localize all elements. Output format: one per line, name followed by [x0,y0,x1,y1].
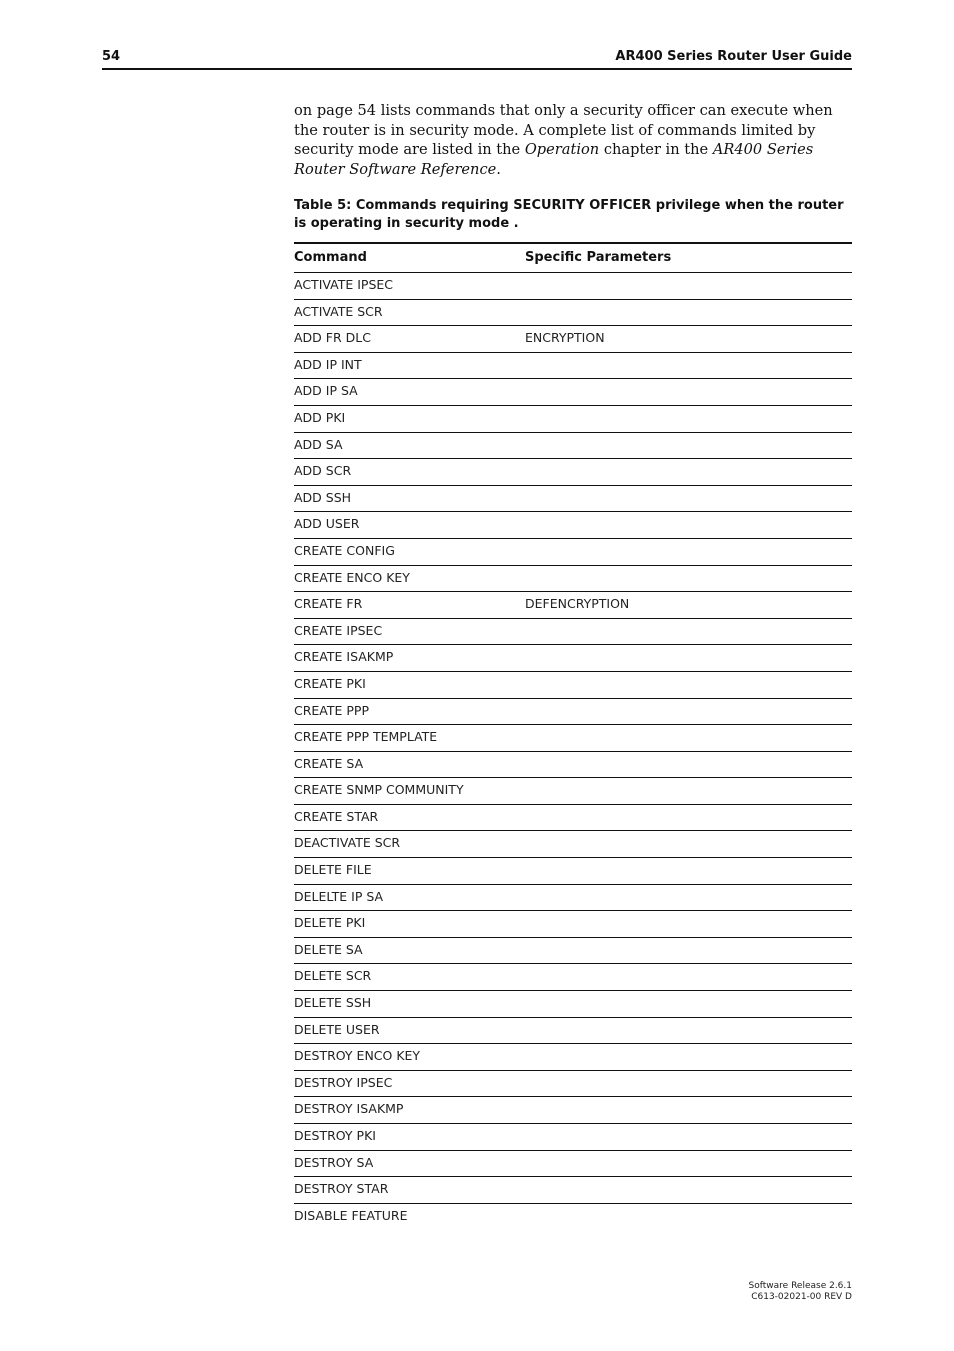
table-row [294,486,852,513]
command-cell: DELETE SA [294,941,363,957]
table-row [294,300,852,327]
table-row [294,1071,852,1098]
command-cell: CREATE CONFIG [294,542,395,558]
table-row [294,885,852,912]
table-row [294,752,852,779]
table-row [294,699,852,726]
table-row [294,1097,852,1124]
table-row [294,592,852,619]
commands-table [294,242,852,1229]
intro-text-1: on page 54 lists commands that only a security officer can execute when the router is in security mode. A complete list of commands limited by security mode are listed in the [294,102,833,158]
parameter-cell: ENCRYPTION [525,330,605,346]
command-cell: DELETE PKI [294,915,366,931]
command-cell: ACTIVATE SCR [294,303,383,319]
command-cell: ADD SCR [294,463,352,479]
software-release: Software Release 2.6.1 [748,1281,852,1291]
table-row [294,858,852,885]
command-cell: CREATE ENCO KEY [294,569,410,585]
command-cell: DELELTE IP SA [294,888,384,904]
command-cell: CREATE SA [294,755,364,771]
page-footer [749,1281,852,1303]
table-row [294,672,852,699]
guide-title: AR400 Series Router User Guide [615,49,852,64]
command-cell: DESTROY PKI [294,1128,376,1143]
table-row [294,805,852,832]
table-row [294,778,852,805]
command-cell: DELETE SCR [294,968,372,984]
table-row [294,911,852,938]
table-row [294,1151,852,1178]
command-cell: DESTROY SA [294,1154,374,1170]
command-cell: CREATE IPSEC [294,622,383,638]
table-row [294,459,852,486]
command-cell: ACTIVATE IPSEC [294,277,394,292]
table-row [294,1018,852,1045]
command-cell: CREATE FR [294,596,363,612]
column-header-command: Command [294,250,367,265]
table-row [294,512,852,539]
command-cell: DESTROY IPSEC [294,1074,393,1090]
command-cell: DELETE SSH [294,995,372,1011]
table-row [294,273,852,300]
table-row [294,964,852,991]
command-cell: DESTROY ENCO KEY [294,1048,421,1064]
command-cell: DELETE USER [294,1021,380,1037]
column-header-parameters: Specific Parameters [525,250,672,265]
table-row [294,938,852,965]
table-row [294,1044,852,1071]
table-row [294,831,852,858]
table-row [294,566,852,593]
parameter-cell: DEFENCRYPTION [525,596,630,612]
command-cell: ADD USER [294,516,360,532]
command-cell: ADD SSH [294,489,352,505]
page-number: 54 [102,49,121,64]
command-cell: CREATE ISAKMP [294,649,394,665]
table-row [294,1204,852,1230]
command-cell: DELETE FILE [294,862,372,878]
table-row [294,406,852,433]
table-row [294,326,852,353]
command-cell: CREATE PPP TEMPLATE [294,729,438,745]
command-cell: CREATE SNMP COMMUNITY [294,782,464,798]
command-cell: ADD PKI [294,409,346,425]
intro-emphasis-operation: Operation [524,141,600,158]
document-code: C613-02021-00 REV D [751,1292,852,1302]
intro-text-2: chapter in the [599,141,713,158]
table-row [294,353,852,380]
command-cell: DISABLE FEATURE [294,1207,408,1223]
table-row [294,1177,852,1204]
command-cell: ADD IP SA [294,383,358,399]
command-cell: DESTROY ISAKMP [294,1101,404,1117]
table-row [294,619,852,646]
table-row [294,725,852,752]
command-cell: DEACTIVATE SCR [294,835,401,851]
table-row [294,645,852,672]
command-cell: ADD FR DLC [294,330,371,346]
intro-paragraph [294,101,854,179]
table-row [294,991,852,1018]
command-cell: ADD SA [294,436,343,452]
table-row [294,539,852,566]
page-header [102,48,852,70]
table-caption: Table 5: Commands requiring SECURITY OFFICER privilege when the router is operating in security mode . [294,198,844,231]
table-row [294,1124,852,1151]
command-cell: CREATE PPP [294,702,370,718]
table-row [294,379,852,406]
intro-emphasis-reference: AR400 Series Router Software Reference [294,141,814,178]
command-cell: CREATE STAR [294,808,379,824]
command-cell: ADD IP INT [294,356,362,372]
command-cell: CREATE PKI [294,675,366,691]
command-cell: DESTROY STAR [294,1181,389,1197]
table-header-row [294,244,852,273]
intro-text-3: . [496,160,501,178]
table-row [294,433,852,460]
